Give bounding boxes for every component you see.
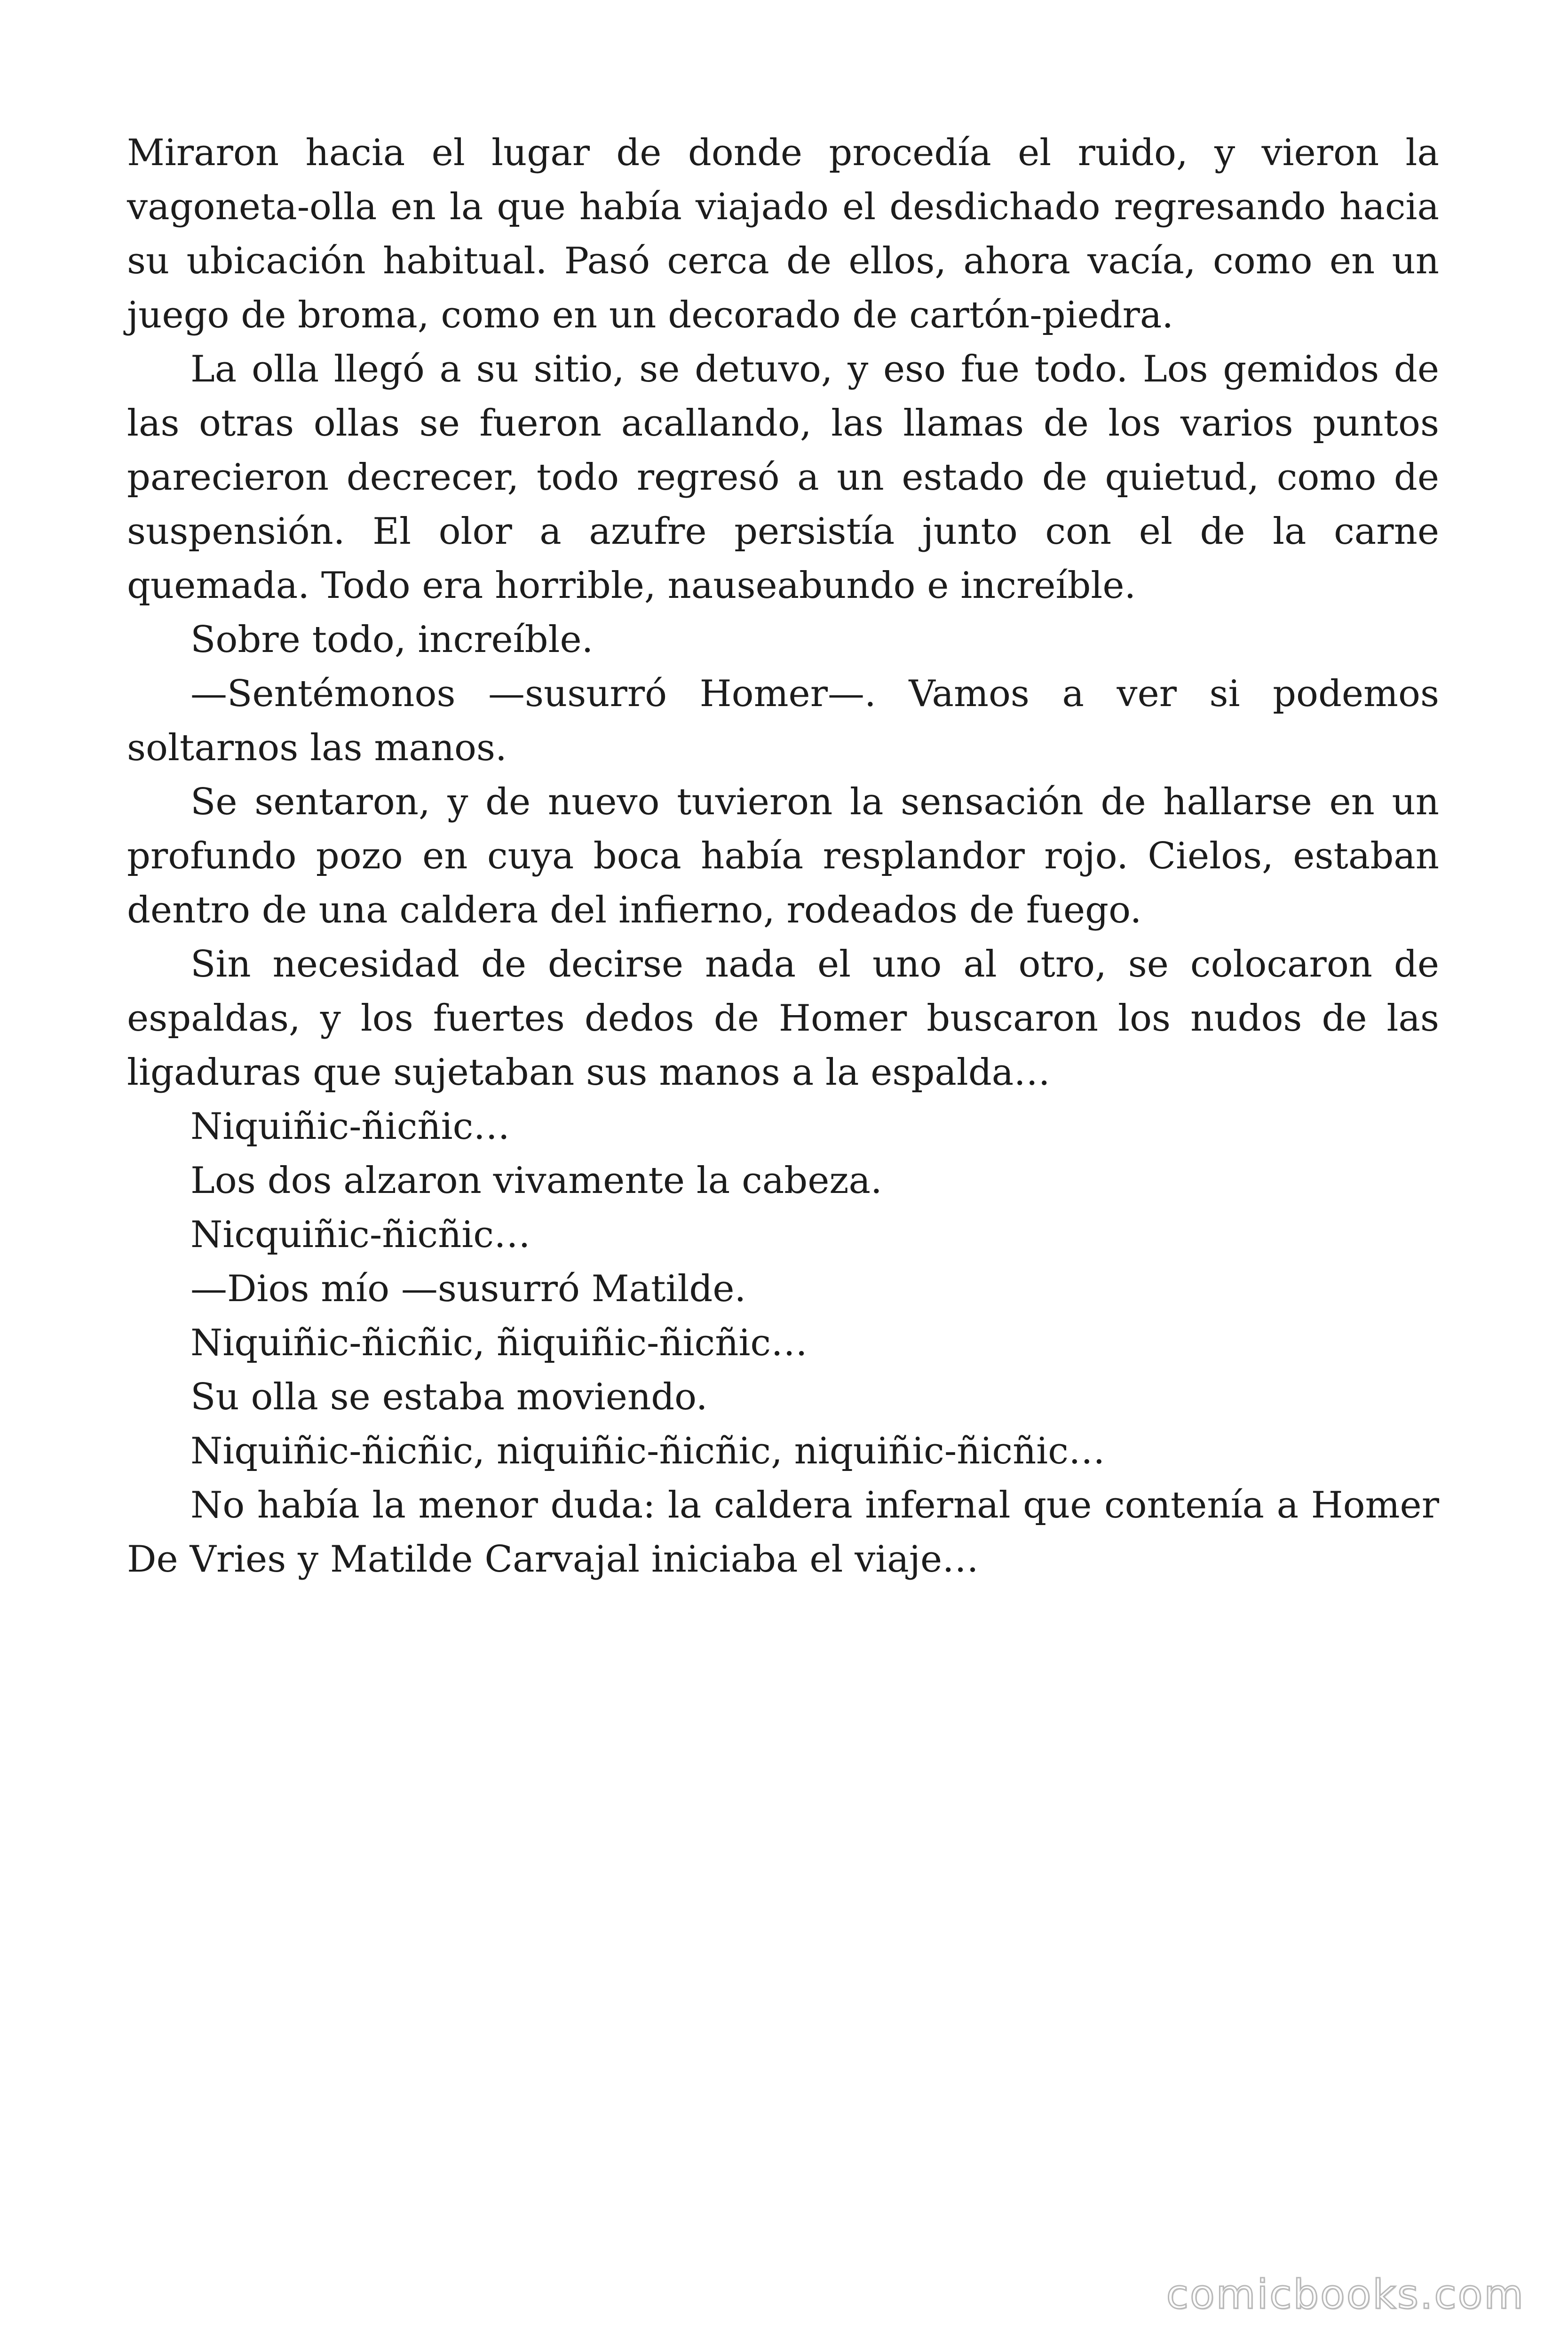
paragraph: No había la menor duda: la caldera infernal que contenía a Homer De Vries y Matilde Carvajal iniciaba el viaje… (127, 1484, 1439, 1581)
paragraph: —Dios mío —susurró Matilde. (190, 1268, 746, 1310)
paragraph: Nicquiñic-ñicñic… (190, 1214, 531, 1256)
paragraph: La olla llegó a su sitio, se detuvo, y eso fue todo. Los gemidos de las otras ollas se fueron acallando, las llamas de los varios puntos parecieron decrecer, todo regresó a un estado de quietud, como de suspensión. El olor a azufre persistía junto con el de la carne quemada. Todo era horrible, nauseabundo e increíble. (127, 348, 1439, 607)
watermark: comicbooks.com (1166, 2271, 1525, 2318)
paragraph: Niquiñic-ñicñic, ñiquiñic-ñicñic… (190, 1322, 808, 1364)
paragraph: —Sentémonos —susurró Homer—. Vamos a ver si podemos soltarnos las manos. (127, 673, 1439, 769)
paragraph: Sin necesidad de decirse nada el uno al otro, se colocaron de espaldas, y los fuertes dedos de Homer buscaron los nudos de las ligaduras que sujetaban sus manos a la espalda… (127, 943, 1439, 1094)
page-text (127, 126, 1439, 1587)
paragraph: Niquiñic-ñicñic, niquiñic-ñicñic, niquiñic-ñicñic… (190, 1430, 1105, 1472)
paragraph: Miraron hacia el lugar de donde procedía el ruido, y vieron la vagoneta-olla en la que había viajado el desdichado regresando hacia su ubicación habitual. Pasó cerca de ellos, ahora vacía, como en un juego de broma, como en un decorado de cartón-piedra. (127, 132, 1439, 336)
paragraph: Niquiñic-ñicñic… (190, 1105, 510, 1148)
paragraph: Su olla se estaba moviendo. (190, 1376, 708, 1418)
paragraph: Los dos alzaron vivamente la cabeza. (190, 1160, 882, 1202)
paragraph: Se sentaron, y de nuevo tuvieron la sensación de hallarse en un profundo pozo en cuya boca había resplandor rojo. Cielos, estaban dentro de una caldera del infierno, rodeados de fuego. (127, 781, 1439, 931)
paragraph: Sobre todo, increíble. (190, 619, 594, 661)
